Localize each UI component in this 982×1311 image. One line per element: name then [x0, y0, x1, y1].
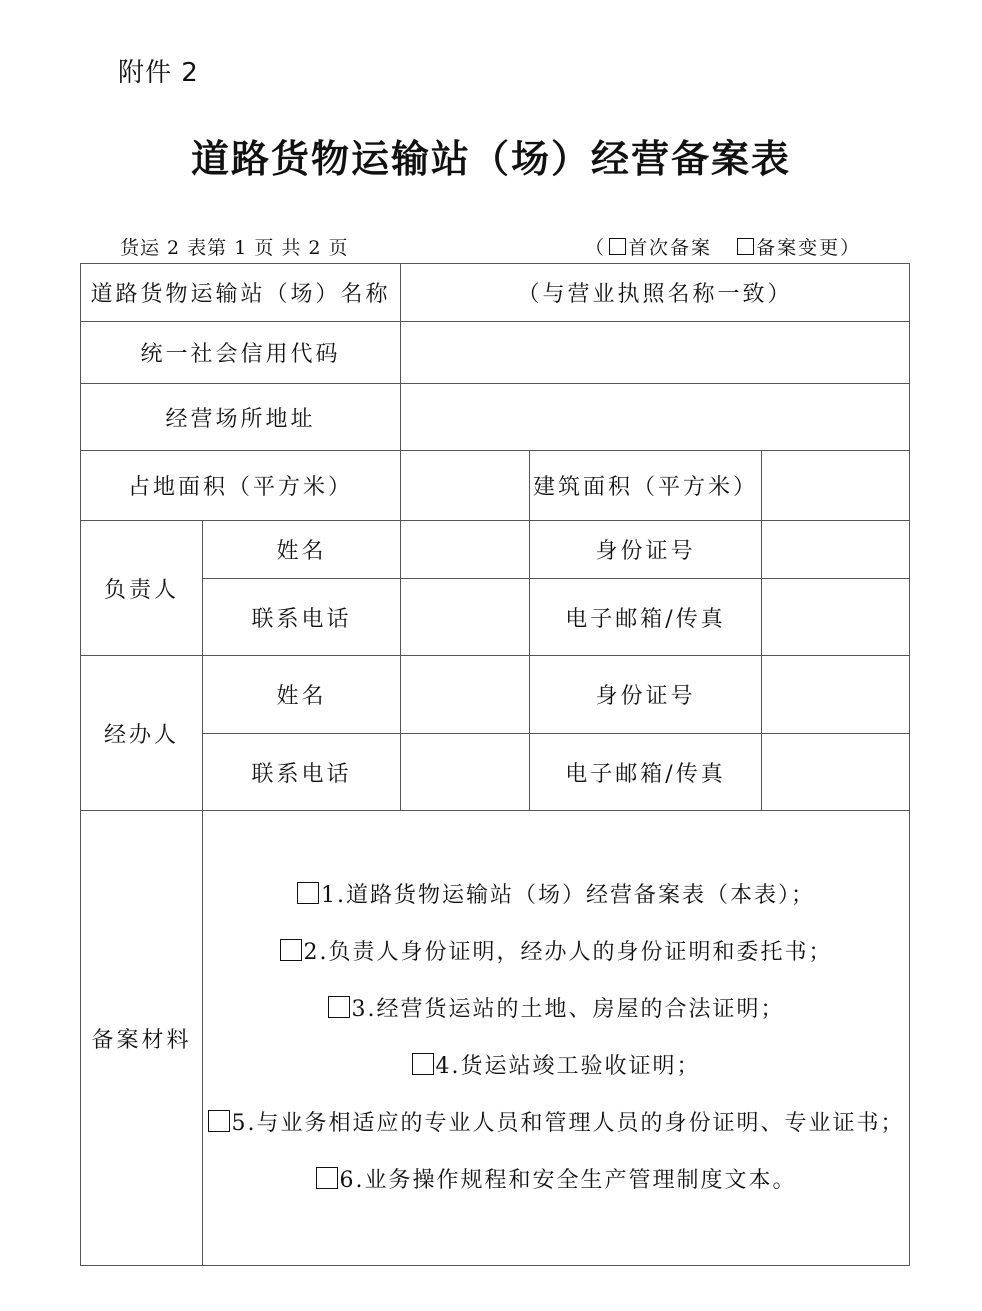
land-area-label: 占地面积（平方米）: [81, 451, 401, 521]
attachment-label: 附件 2: [118, 58, 199, 88]
material-checkbox[interactable]: [328, 996, 350, 1018]
table-row: [81, 322, 910, 384]
filing-change-label: 备案变更: [756, 237, 841, 259]
responsible-id-label: 身份证号: [530, 521, 762, 579]
handler-name-label: 姓名: [203, 656, 401, 734]
material-checkbox[interactable]: [297, 882, 319, 904]
material-item-3[interactable]: [203, 981, 909, 1038]
material-item-4[interactable]: [203, 1038, 909, 1095]
filing-form-table: [80, 263, 910, 1266]
sheet-info: 货运 2 表第 1 页 共 2 页: [120, 237, 349, 259]
handler-email-field[interactable]: [762, 734, 910, 811]
material-checkbox[interactable]: [280, 939, 302, 961]
material-item-text: 4.货运站竣工验收证明；: [435, 1054, 701, 1079]
material-item-text: 5.与业务相适应的专业人员和管理人员的身份证明、专业证书；: [231, 1111, 905, 1136]
responsible-person-label: 负责人: [81, 521, 203, 656]
material-item-2[interactable]: [203, 924, 909, 981]
table-row: [81, 451, 910, 521]
material-item-6[interactable]: [203, 1152, 909, 1209]
material-checkbox[interactable]: [412, 1053, 434, 1075]
first-filing-checkbox[interactable]: [609, 238, 626, 255]
table-row: [81, 811, 910, 1266]
table-row: [81, 734, 910, 811]
responsible-email-label: 电子邮箱/传真: [530, 579, 762, 656]
material-item-1[interactable]: [203, 867, 909, 924]
station-name-field[interactable]: （与营业执照名称一致）: [401, 264, 910, 322]
table-row: [81, 264, 910, 322]
material-checkbox[interactable]: [208, 1110, 230, 1132]
material-checkbox[interactable]: [316, 1167, 338, 1189]
materials-label: 备案材料: [81, 811, 203, 1266]
building-area-label: 建筑面积（平方米）: [530, 451, 762, 521]
material-item-5[interactable]: [203, 1095, 909, 1152]
table-row: [81, 579, 910, 656]
filing-type-close-paren: ）: [840, 237, 862, 259]
responsible-name-field[interactable]: [401, 521, 530, 579]
handler-label: 经办人: [81, 656, 203, 811]
credit-code-field[interactable]: [401, 322, 910, 384]
handler-id-field[interactable]: [762, 656, 910, 734]
material-item-text: 6.业务操作规程和安全生产管理制度文本。: [339, 1168, 797, 1193]
table-row: [81, 656, 910, 734]
filing-type: [585, 233, 861, 260]
responsible-phone-label: 联系电话: [203, 579, 401, 656]
filing-change-checkbox[interactable]: [737, 238, 754, 255]
responsible-email-field[interactable]: [762, 579, 910, 656]
responsible-id-field[interactable]: [762, 521, 910, 579]
handler-phone-label: 联系电话: [203, 734, 401, 811]
table-row: [81, 384, 910, 451]
station-name-label: 道路货物运输站（场）名称: [81, 264, 401, 322]
material-item-text: 1.道路货物运输站（场）经营备案表（本表）；: [321, 883, 816, 908]
address-label: 经营场所地址: [81, 384, 401, 451]
document-title: 道路货物运输站（场）经营备案表: [190, 137, 791, 181]
handler-name-field[interactable]: [401, 656, 530, 734]
materials-list: [203, 811, 910, 1266]
material-item-text: 3.经营货运站的土地、房屋的合法证明；: [351, 997, 785, 1022]
first-filing-label: 首次备案: [628, 237, 713, 259]
handler-email-label: 电子邮箱/传真: [530, 734, 762, 811]
table-row: [81, 521, 910, 579]
responsible-name-label: 姓名: [203, 521, 401, 579]
building-area-field[interactable]: [762, 451, 910, 521]
filing-type-open-paren: （: [585, 237, 607, 259]
handler-id-label: 身份证号: [530, 656, 762, 734]
handler-phone-field[interactable]: [401, 734, 530, 811]
land-area-field[interactable]: [401, 451, 530, 521]
material-item-text: 2.负责人身份证明，经办人的身份证明和委托书；: [303, 940, 833, 965]
credit-code-label: 统一社会信用代码: [81, 322, 401, 384]
address-field[interactable]: [401, 384, 910, 451]
responsible-phone-field[interactable]: [401, 579, 530, 656]
